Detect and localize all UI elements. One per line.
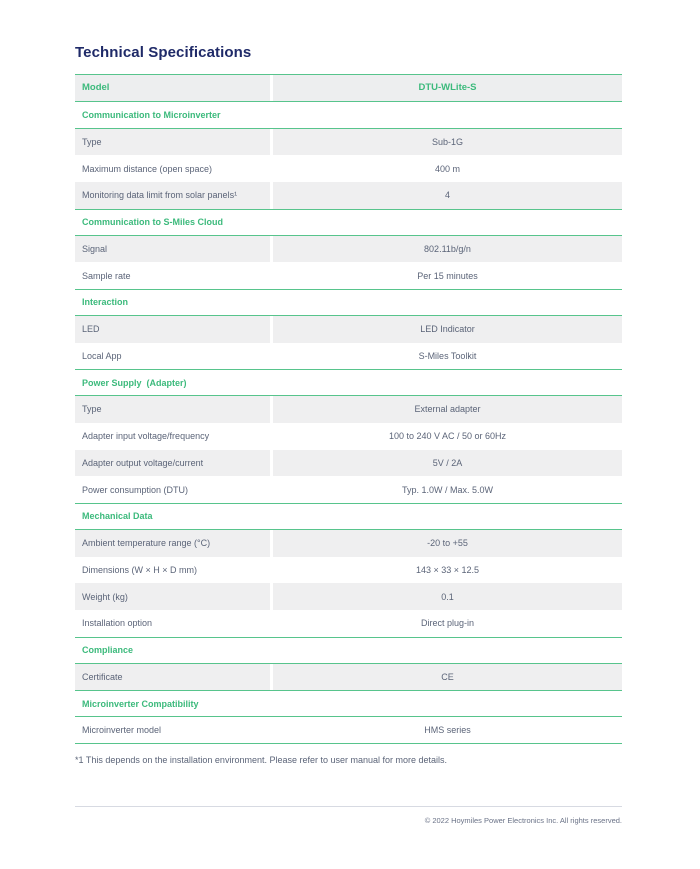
spec-row [75, 583, 622, 610]
spec-value-cell: 100 to 240 V AC / 50 or 60Hz [388, 431, 507, 442]
spec-label-cell: Ambient temperature range (°C) [75, 530, 270, 557]
spec-row [75, 236, 622, 263]
spec-label-cell: Power consumption (DTU) [82, 484, 189, 495]
spec-value-cell: 0.1 [273, 583, 622, 610]
footnote: *1 This depends on the installation environment. Please refer to user manual for more details. [75, 754, 448, 765]
spec-row [75, 530, 622, 557]
spec-value-cell: External adapter [273, 396, 622, 423]
section-header-row: Power Supply (Adapter) [75, 369, 622, 396]
section-header-row: Interaction [75, 289, 622, 316]
section-header-row: Microinverter Compatibility [75, 690, 622, 717]
section-header-row: Mechanical Data [75, 503, 622, 530]
spec-row [75, 717, 622, 744]
spec-label-cell: Maximum distance (open space) [82, 163, 213, 174]
spec-label-cell: Certificate [75, 664, 270, 691]
spec-table [75, 74, 622, 744]
spec-label-cell: Signal [75, 236, 270, 263]
spec-row [75, 155, 622, 182]
spec-row [75, 396, 622, 423]
spec-label-cell: Dimensions (W × H × D mm) [82, 564, 198, 575]
spec-value-cell: DTU-WLite-S [273, 75, 622, 101]
copyright-text: © 2022 Hoymiles Power Electronics Inc. All rights reserved. [424, 815, 622, 825]
spec-label-cell: Monitoring data limit from solar panels¹ [75, 182, 270, 209]
spec-value-cell: CE [273, 664, 622, 691]
footer-divider [75, 806, 622, 807]
spec-value-cell: HMS series [424, 724, 471, 735]
spec-value-cell: S-Miles Toolkit [418, 350, 477, 361]
spec-label-cell: Microinverter model [82, 724, 162, 735]
spec-value-cell: 400 m [434, 163, 460, 174]
spec-value-cell: 5V / 2A [273, 450, 622, 477]
spec-label-cell: Adapter output voltage/current [75, 450, 270, 477]
spec-row [75, 610, 622, 637]
spec-row [75, 664, 622, 691]
spec-label-cell: Local App [82, 350, 122, 361]
spec-label-cell: Weight (kg) [75, 583, 270, 610]
spec-label-cell: Adapter input voltage/frequency [82, 431, 210, 442]
spec-row [75, 182, 622, 209]
spec-value-cell: Typ. 1.0W / Max. 5.0W [401, 484, 494, 495]
spec-row [75, 476, 622, 503]
spec-value-cell: Per 15 minutes [417, 270, 478, 281]
spec-label-cell: Sample rate [82, 270, 131, 281]
spec-label-cell: Model [75, 75, 270, 101]
section-header-row: Compliance [75, 637, 622, 664]
spec-label-cell: Installation option [82, 618, 153, 629]
spec-row-model-header [75, 75, 622, 102]
spec-label-cell: LED [75, 316, 270, 343]
section-header-row: Communication to Microinverter [75, 102, 622, 129]
spec-row [75, 262, 622, 289]
spec-row [75, 450, 622, 477]
spec-value-cell: Direct plug-in [420, 618, 475, 629]
spec-label-cell: Type [75, 396, 270, 423]
section-header-row: Communication to S-Miles Cloud [75, 209, 622, 236]
spec-value-cell: 802.11b/g/n [273, 236, 622, 263]
spec-row [75, 423, 622, 450]
spec-value-cell: 143 × 33 × 12.5 [415, 564, 480, 575]
spec-value-cell: 4 [273, 182, 622, 209]
spec-label-cell: Type [75, 129, 270, 156]
spec-row [75, 343, 622, 370]
spec-row [75, 316, 622, 343]
spec-row [75, 557, 622, 584]
spec-value-cell: -20 to +55 [273, 530, 622, 557]
spec-value-cell: Sub-1G [273, 129, 622, 156]
page-title: Technical Specifications [75, 44, 252, 61]
spec-row [75, 129, 622, 156]
spec-value-cell: LED Indicator [273, 316, 622, 343]
